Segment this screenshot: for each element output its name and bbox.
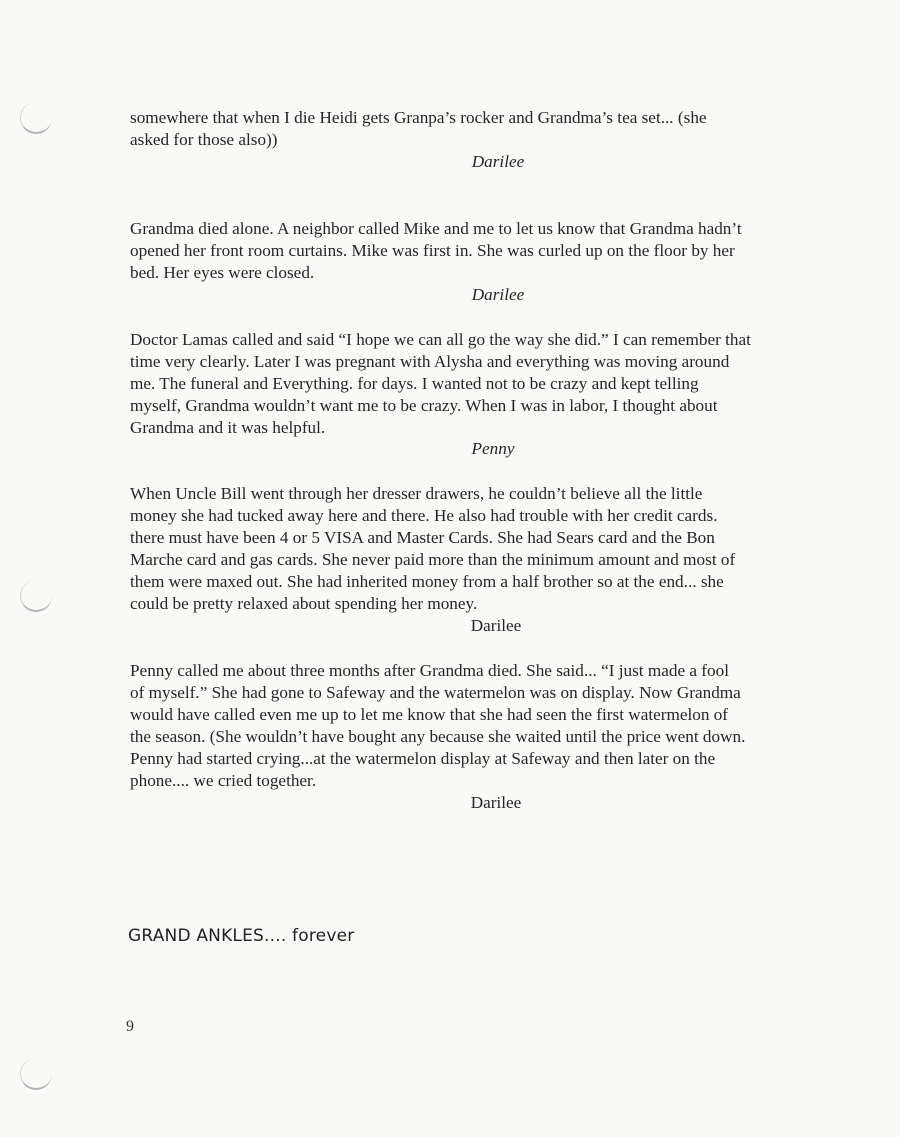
author-signature: Darilee: [471, 285, 525, 304]
closing-line: GRAND ANKLES.... forever: [128, 926, 355, 946]
text-line: them were maxed out. She had inherited money from a half brother so at the end... she: [130, 572, 724, 591]
paragraph-watermelon: [130, 660, 820, 792]
text-line: asked for those also)): [130, 130, 278, 149]
binder-hole-top: [20, 102, 52, 134]
text-line: Doctor Lamas called and said “I hope we can all go the way she did.” I can remember that: [130, 330, 751, 349]
text-line: myself, Grandma wouldn’t want me to be crazy. When I was in labor, I thought about: [130, 396, 718, 415]
text-line: Marche card and gas cards. She never paid more than the minimum amount and most of: [130, 550, 736, 569]
text-line: there must have been 4 or 5 VISA and Master Cards. She had Sears card and the Bon: [130, 528, 715, 547]
binder-hole-middle: [20, 580, 52, 612]
text-line: Grandma died alone. A neighbor called Mike and me to let us know that Grandma hadn’t: [130, 219, 742, 238]
text-line: Penny had started crying...at the watermelon display at Safeway and then later on the: [130, 749, 716, 768]
text-line: Grandma and it was helpful.: [130, 418, 326, 437]
author-signature: Penny: [471, 439, 515, 458]
text-line: somewhere that when I die Heidi gets Granpa’s rocker and Grandma’s tea set... (she: [130, 108, 707, 127]
text-line: would have called even me up to let me know that she had seen the first watermelon of: [130, 705, 729, 724]
paragraph-doctor-lamas: [130, 329, 820, 439]
paragraph-grandma-died: [130, 218, 820, 284]
text-line: opened her front room curtains. Mike was first in. She was curled up on the floor by her: [130, 241, 735, 260]
text-line: could be pretty relaxed about spending her money.: [130, 594, 478, 613]
author-signature: Darilee: [471, 152, 525, 171]
text-line: phone.... we cried together.: [130, 771, 317, 790]
page-number: 9: [126, 1018, 134, 1035]
author-signature: Darilee: [470, 616, 522, 635]
binder-hole-bottom: [20, 1058, 52, 1090]
text-line: of myself.” She had gone to Safeway and the watermelon was on display. Now Grandma: [130, 683, 741, 702]
text-line: time very clearly. Later I was pregnant with Alysha and everything was moving around: [130, 352, 730, 371]
text-line: money she had tucked away here and there. He also had trouble with her credit cards.: [130, 506, 718, 525]
text-line: me. The funeral and Everything. for days. I wanted not to be crazy and kept telling: [130, 374, 699, 393]
text-line: When Uncle Bill went through her dresser drawers, he couldn’t believe all the little: [130, 484, 703, 503]
author-signature: Darilee: [470, 793, 522, 812]
paragraph-heidi-rocker: [130, 107, 820, 151]
text-line: the season. (She wouldn’t have bought any because she waited until the price went down.: [130, 727, 746, 746]
paragraph-uncle-bill: [130, 483, 820, 615]
text-line: Penny called me about three months after Grandma died. She said... “I just made a fool: [130, 661, 729, 680]
text-line: bed. Her eyes were closed.: [130, 263, 315, 282]
